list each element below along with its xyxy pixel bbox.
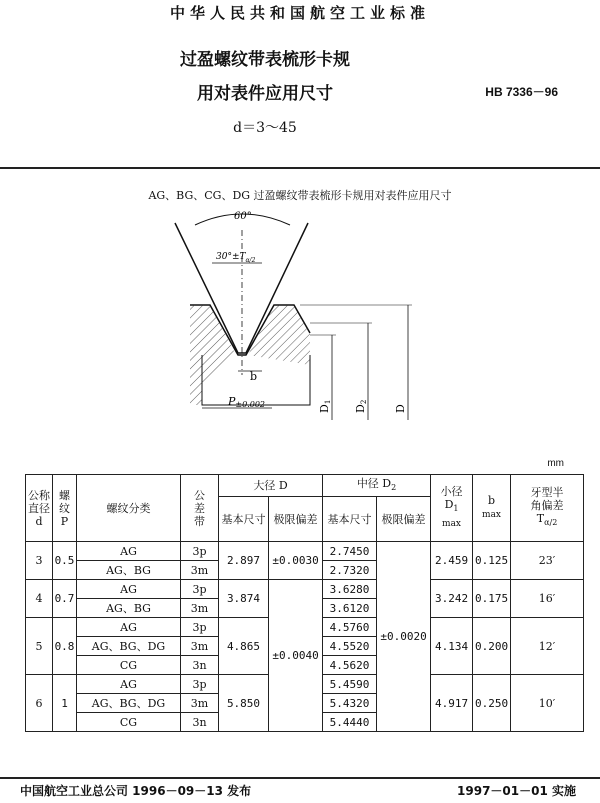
- cell-band: 3m: [181, 694, 219, 713]
- cell-class: AG、BG: [77, 561, 181, 580]
- cell-minor: 3.242: [431, 580, 473, 618]
- cell-minor: 2.459: [431, 542, 473, 580]
- cell-angle: 23′: [511, 542, 584, 580]
- col-nominal-diameter: 公称 直径 d: [26, 475, 53, 542]
- cell-angle: 10′: [511, 675, 584, 732]
- cell-b: 0.175: [473, 580, 511, 618]
- hatched-section-left: [190, 305, 236, 405]
- cell-class: AG: [77, 675, 181, 694]
- cell-d: 5: [26, 618, 53, 675]
- angle-label: 60°: [234, 211, 252, 222]
- standard-code: HB 7336－96: [485, 85, 558, 99]
- col-pitch-diameter: 中径 $D_2$: [323, 475, 431, 497]
- cell-pitch-basic: 4.5620: [323, 656, 377, 675]
- cell-major-basic: 2.897: [219, 542, 269, 580]
- cell-pitch-basic: 4.5520: [323, 637, 377, 656]
- cell-p: 0.7: [53, 580, 77, 618]
- col-half-angle-deviation: 牙型半 角偏差 $T_{\alpha/2}$: [511, 475, 584, 542]
- d1-label: D1: [318, 399, 332, 413]
- issued-by: 中国航空工业总公司 1996－09－13 发布: [20, 784, 252, 798]
- cell-pitch-basic: 3.6280: [323, 580, 377, 599]
- cell-band: 3n: [181, 656, 219, 675]
- cell-b: 0.200: [473, 618, 511, 675]
- d-label: D: [394, 404, 407, 413]
- cell-minor: 4.917: [431, 675, 473, 732]
- doc-title-line2: 用对表件应用尺寸: [197, 84, 333, 104]
- col-pitch-dev: 极限偏差: [377, 497, 431, 542]
- cell-d: 4: [26, 580, 53, 618]
- cell-pitch-basic: 5.4320: [323, 694, 377, 713]
- cell-class: AG: [77, 580, 181, 599]
- cell-minor: 4.134: [431, 618, 473, 675]
- unit-label: mm: [547, 458, 564, 469]
- col-b: b max: [473, 475, 511, 542]
- cell-class: AG、BG、DG: [77, 694, 181, 713]
- cell-angle: 16′: [511, 580, 584, 618]
- gauge-diagram: [150, 205, 430, 430]
- cell-class: AG、BG、DG: [77, 637, 181, 656]
- cell-p: 0.8: [53, 618, 77, 675]
- cell-major-basic: 3.874: [219, 580, 269, 618]
- col-tolerance-band: 公 差 带: [181, 475, 219, 542]
- half-angle-label: $30^\circ\pm T_{\alpha/2}$: [216, 252, 256, 264]
- dimension-table: [25, 474, 584, 732]
- org-header: 中华人民共和国航空工业标准: [169, 4, 430, 22]
- doc-title-line1: 过盈螺纹带表梳形卡规: [180, 50, 350, 70]
- effective-date: 1997－01－01 实施: [457, 784, 576, 798]
- cell-band: 3m: [181, 599, 219, 618]
- cell-p: 1: [53, 675, 77, 732]
- cell-b: 0.250: [473, 675, 511, 732]
- cell-d: 3: [26, 542, 53, 580]
- size-range: d＝3～45: [233, 120, 297, 136]
- cell-major-dev: ±0.0040: [269, 580, 323, 732]
- cell-band: 3p: [181, 618, 219, 637]
- cell-band: 3p: [181, 580, 219, 599]
- col-pitch-basic: 基本尺寸: [323, 497, 377, 542]
- cell-class: AG: [77, 618, 181, 637]
- cell-pitch-basic: 2.7320: [323, 561, 377, 580]
- cell-pitch-basic: 3.6120: [323, 599, 377, 618]
- cell-band: 3m: [181, 637, 219, 656]
- cell-p: 0.5: [53, 542, 77, 580]
- cell-band: 3p: [181, 675, 219, 694]
- col-pitch: 螺 纹 P: [53, 475, 77, 542]
- half-angle-sub: α/2: [245, 257, 256, 264]
- table-row: [26, 580, 584, 599]
- b-label: b: [250, 370, 258, 383]
- col-major-diameter: 大径 D: [219, 475, 323, 497]
- cell-pitch-basic: 5.4440: [323, 713, 377, 732]
- cell-class: AG、BG: [77, 599, 181, 618]
- figure-caption: AG、BG、CG、DG 过盈螺纹带表梳形卡规用对表件应用尺寸: [148, 189, 452, 202]
- header-rule: [0, 167, 600, 169]
- footer-rule: [0, 777, 600, 779]
- col-major-basic: 基本尺寸: [219, 497, 269, 542]
- cell-class: CG: [77, 713, 181, 732]
- cell-major-basic: 5.850: [219, 675, 269, 732]
- col-minor-diameter: 小径 $D_1$ max: [431, 475, 473, 542]
- cell-pitch-basic: 4.5760: [323, 618, 377, 637]
- col-major-dev: 极限偏差: [269, 497, 323, 542]
- cell-class: CG: [77, 656, 181, 675]
- cell-band: 3m: [181, 561, 219, 580]
- cell-d: 6: [26, 675, 53, 732]
- col-thread-class: 螺纹分类: [77, 475, 181, 542]
- d2-label: D2: [354, 399, 368, 413]
- cell-b: 0.125: [473, 542, 511, 580]
- cell-major-basic: 4.865: [219, 618, 269, 675]
- cell-angle: 12′: [511, 618, 584, 675]
- table-row: [26, 542, 584, 561]
- cell-band: 3p: [181, 542, 219, 561]
- cell-pitch-basic: 5.4590: [323, 675, 377, 694]
- cell-class: AG: [77, 542, 181, 561]
- cell-pitch-dev: ±0.0020: [377, 542, 431, 732]
- cell-band: 3n: [181, 713, 219, 732]
- cell-major-dev: ±0.0030: [269, 542, 323, 580]
- p-label: P±0.002: [228, 395, 266, 409]
- cell-pitch-basic: 2.7450: [323, 542, 377, 561]
